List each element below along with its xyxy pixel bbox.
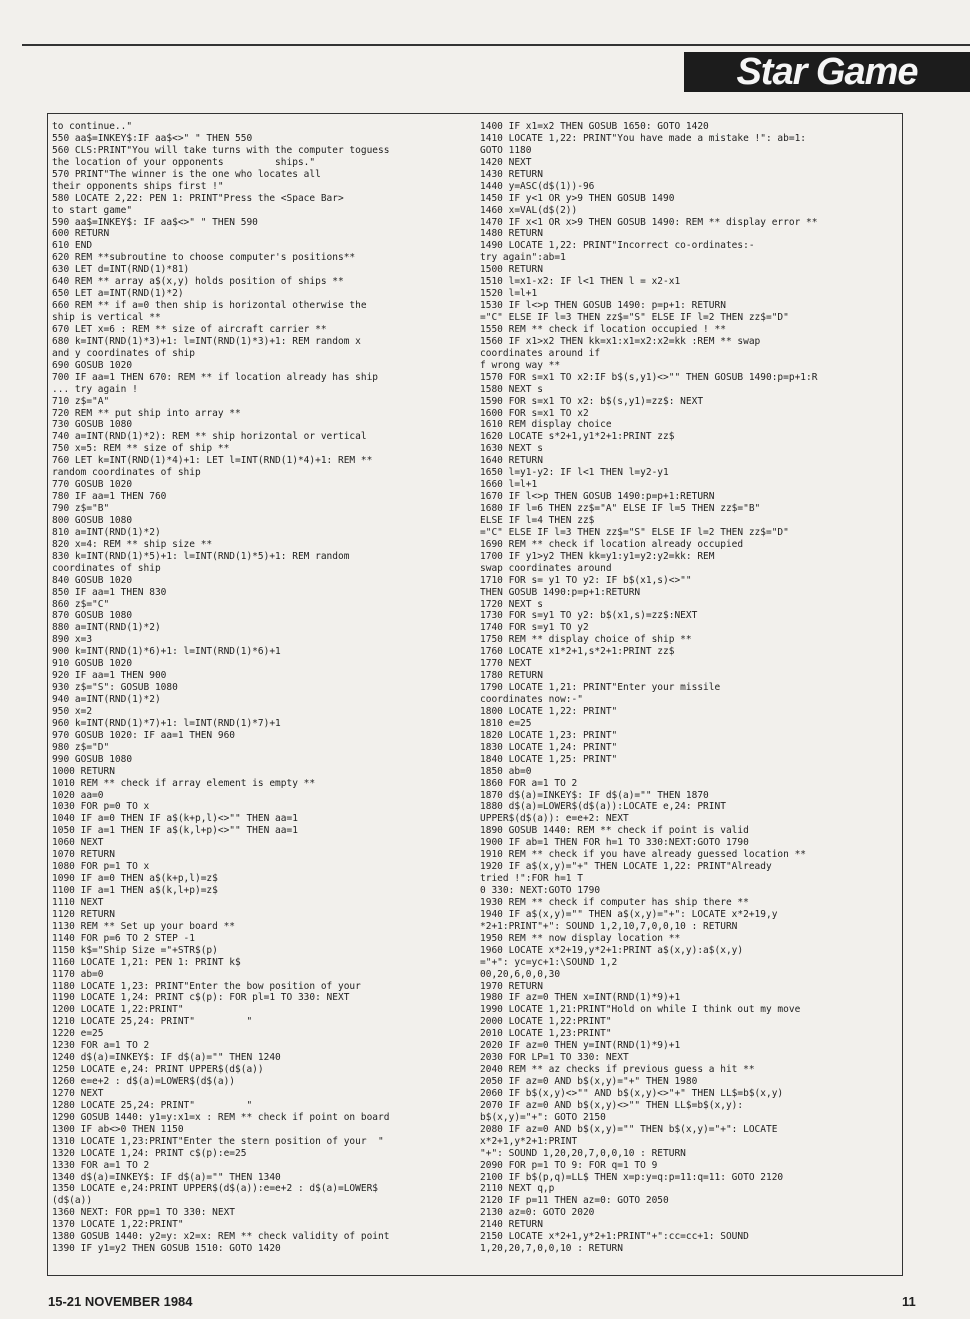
- code-line: 820 x=4: REM ** ship size **: [52, 538, 213, 550]
- code-line: ="C" ELSE IF l=3 THEN zz$="S" ELSE IF l=2 THEN zz$="D": [480, 312, 789, 323]
- code-line: 2120 IF p=11 THEN az=0: GOTO 2050: [480, 1195, 669, 1207]
- code-line: "+": SOUND 1,20,20,7,0,0,10 : RETURN: [480, 1147, 686, 1159]
- code-line: 1130 REM ** Set up your board **: [52, 920, 236, 932]
- code-line: random coordinates of ship: [52, 467, 201, 479]
- code-line: 1090 IF a=0 THEN a$(k+p,l)=z$: [52, 873, 218, 885]
- code-line: 1470 IF x<1 OR x>9 THEN GOSUB 1490: REM ** display error **: [480, 216, 818, 228]
- code-line: 1200 LOCATE 1,22:PRINT": [52, 1004, 184, 1016]
- code-line: 1320 LOCATE 1,24: PRINT c$(p):e=25: [52, 1147, 247, 1159]
- code-line: 750 x=5: REM ** size of ship **: [52, 443, 230, 455]
- code-line: 1420 NEXT: [480, 156, 532, 168]
- code-line: swap coordinates around: [480, 562, 612, 574]
- code-line: 880 a=INT(RND(1)*2): [52, 622, 161, 634]
- code-line: 1810 e=25: [480, 717, 532, 729]
- code-line: 2020 IF az=0 THEN y=INT(RND(1)*9)+1: [480, 1040, 681, 1052]
- code-line: 1880 d$(a)=LOWER$(d$(a)):LOCATE e,24: PRINT: [480, 801, 726, 813]
- code-line: 1120 RETURN: [52, 908, 115, 920]
- code-line: 1520 l=l+1: [480, 288, 538, 300]
- code-line: to start game": [52, 204, 133, 216]
- code-line: 1380 GOSUB 1440: y2=y: x2=x: REM ** check validity of point: [52, 1231, 390, 1243]
- code-line: 770 GOSUB 1020: [52, 479, 133, 491]
- code-line: and y coordinates of ship: [52, 347, 195, 359]
- code-line: 800 GOSUB 1080: [52, 514, 133, 526]
- code-line: 1390 IF y1=y2 THEN GOSUB 1510: GOTO 1420: [52, 1243, 281, 1255]
- code-line: 700 IF aa=1 THEN 670: REM ** if location already has ship: [52, 371, 379, 383]
- code-line: 1940 IF a$(x,y)="" THEN a$(x,y)="+": LOCATE x*2+19,y: [480, 908, 778, 920]
- code-line: 600 RETURN: [52, 228, 110, 240]
- code-line: 980 z$="D": [52, 741, 110, 753]
- listing-column-right: [480, 121, 902, 1255]
- code-line: 1740 FOR s=y1 TO y2: [480, 622, 589, 634]
- section-banner: Star Game: [684, 52, 970, 92]
- code-line: 1000 RETURN: [52, 765, 115, 777]
- code-line: 1020 aa=0: [52, 789, 104, 801]
- code-line: 1570 FOR s=x1 TO x2:IF b$(s,y1)<>"" THEN GOSUB 1490:p=p+1:R: [480, 371, 818, 383]
- code-line: 570 PRINT"The winner is the one who locates all: [52, 168, 321, 180]
- code-line: 2050 IF az=0 AND b$(x,y)="+" THEN 1980: [480, 1076, 698, 1087]
- code-line: 1080 FOR p=1 TO x: [52, 861, 150, 873]
- code-line: 2000 LOCATE 1,22:PRINT": [480, 1016, 612, 1028]
- code-line: 1850 ab=0: [480, 765, 532, 777]
- code-line: 1370 LOCATE 1,22:PRINT": [52, 1219, 184, 1231]
- code-line: 2140 RETURN: [480, 1219, 543, 1231]
- code-line: 990 GOSUB 1080: [52, 753, 133, 765]
- code-line: THEN GOSUB 1490:p=p+1:RETURN: [480, 586, 641, 598]
- code-line: 940 a=INT(RND(1)*2): [52, 694, 161, 705]
- code-line: 1450 IF y<1 OR y>9 THEN GOSUB 1490: [480, 192, 675, 204]
- code-line: *2+1:PRINT"+": SOUND 1,2,10,7,0,0,10 : RETURN: [480, 920, 738, 932]
- code-line: 00,20,6,0,0,30: [480, 968, 561, 980]
- code-line: 1310 LOCATE 1,23:PRINT"Enter the stern position of your ": [52, 1135, 384, 1147]
- code-line: 1230 FOR a=1 TO 2: [52, 1040, 150, 1052]
- code-line: 2150 LOCATE x*2+1,y*2+1:PRINT"+":cc=cc+1: SOUND: [480, 1231, 749, 1243]
- code-line: 1960 LOCATE x*2+19,y*2+1:PRINT a$(x,y):a$(x,y): [480, 944, 744, 956]
- code-line: 1490 LOCATE 1,22: PRINT"Incorrect co-ordinates:-: [480, 240, 755, 252]
- code-line: 1300 IF ab<>0 THEN 1150: [52, 1123, 184, 1135]
- code-line: 1430 RETURN: [480, 168, 543, 180]
- code-line: 1860 FOR a=1 TO 2: [480, 777, 578, 789]
- code-line: 900 k=INT(RND(1)*6)+1: l=INT(RND(1)*6)+1: [52, 646, 281, 658]
- code-line: 1030 FOR p=0 TO x: [52, 801, 150, 813]
- code-line: to continue..": [52, 121, 133, 132]
- code-line: tried !":FOR h=1 T: [480, 873, 583, 885]
- code-line: 1330 FOR a=1 TO 2: [52, 1159, 150, 1171]
- code-line: 1650 l=y1-y2: IF l<1 THEN l=y2-y1: [480, 467, 669, 479]
- code-line: 2010 LOCATE 1,23:PRINT": [480, 1028, 612, 1040]
- code-line: 1,20,20,7,0,0,10 : RETURN: [480, 1243, 623, 1255]
- code-line: 1720 NEXT s: [480, 598, 543, 610]
- code-line: 2130 az=0: GOTO 2020: [480, 1207, 595, 1219]
- code-line: 1070 RETURN: [52, 849, 115, 861]
- code-line: 620 REM **subroutine to choose computer's positions**: [52, 252, 356, 264]
- code-line: 1990 LOCATE 1,21:PRINT"Hold on while I think out my move: [480, 1004, 801, 1016]
- code-line: ="C" ELSE IF l=3 THEN zz$="S" ELSE IF l=2 THEN zz$="D": [480, 526, 789, 538]
- code-line: GOTO 1180: [480, 144, 532, 156]
- code-line: 720 REM ** put ship into array **: [52, 407, 241, 419]
- code-line: 870 GOSUB 1080: [52, 610, 133, 622]
- code-line: 860 z$="C": [52, 598, 110, 610]
- code-line: 1150 k$="Ship Size ="+STR$(p): [52, 944, 218, 956]
- code-line: 1700 IF y1>y2 THEN kk=y1:y1=y2:y2=kk: REM: [480, 550, 715, 562]
- code-line: 1050 IF a=1 THEN IF a$(k,l+p)<>"" THEN aa=1: [52, 825, 298, 837]
- code-line: 1400 IF x1=x2 THEN GOSUB 1650: GOTO 1420: [480, 121, 709, 132]
- code-line: 1190 LOCATE 1,24: PRINT c$(p): FOR pl=1 TO 330: NEXT: [52, 992, 350, 1004]
- code-line: 640 REM ** array a$(x,y) holds position of ships **: [52, 276, 344, 288]
- code-line: 1250 LOCATE e,24: PRINT UPPER$(d$(a)): [52, 1064, 264, 1076]
- code-line: 1010 REM ** check if array element is empty **: [52, 777, 316, 789]
- code-line: 1750 REM ** display choice of ship **: [480, 634, 692, 646]
- code-line: 1950 REM ** now display location **: [480, 932, 681, 944]
- code-line: 580 LOCATE 2,22: PEN 1: PRINT"Press the <Space Bar>: [52, 192, 344, 204]
- code-line: 790 z$="B": [52, 503, 110, 514]
- code-line: 830 k=INT(RND(1)*5)+1: l=INT(RND(1)*5)+1: REM random: [52, 550, 350, 562]
- code-line: 1580 NEXT s: [480, 383, 543, 395]
- code-line: 1820 LOCATE 1,23: PRINT": [480, 729, 618, 741]
- code-line: 840 GOSUB 1020: [52, 574, 133, 586]
- code-line: 1840 LOCATE 1,25: PRINT": [480, 753, 618, 765]
- code-line: 1770 NEXT: [480, 658, 532, 670]
- code-line: ="+": yc=yc+1:\SOUND 1,2: [480, 956, 618, 968]
- code-line: 650 LET a=INT(RND(1)*2): [52, 288, 184, 300]
- code-line: 970 GOSUB 1020: IF aa=1 THEN 960: [52, 729, 236, 741]
- code-line: coordinates of ship: [52, 562, 161, 574]
- code-line: 1040 IF a=0 THEN IF a$(k+p,l)<>"" THEN aa=1: [52, 813, 298, 825]
- code-line: 1410 LOCATE 1,22: PRINT"You have made a mistake !": ab=1:: [480, 132, 807, 144]
- code-line: 930 z$="S": GOSUB 1080: [52, 682, 178, 694]
- page-number: 11: [902, 1294, 916, 1309]
- code-line: f wrong way **: [480, 359, 561, 371]
- code-line: 1800 LOCATE 1,22: PRINT": [480, 705, 618, 717]
- code-line: 1060 NEXT: [52, 837, 104, 849]
- code-line: 1550 REM ** check if location occupied ! **: [480, 323, 726, 335]
- code-line: 1910 REM ** check if you have already guessed location **: [480, 849, 807, 861]
- code-line: 1170 ab=0: [52, 968, 104, 980]
- code-line: 1280 LOCATE 25,24: PRINT" ": [52, 1099, 253, 1111]
- code-line: 2040 REM ** az checks if previous guess a hit **: [480, 1064, 755, 1076]
- code-line: ... try again !: [52, 383, 138, 395]
- code-line: 690 GOSUB 1020: [52, 359, 133, 371]
- code-line: 1290 GOSUB 1440: y1=y:x1=x : REM ** check if point on board: [52, 1111, 390, 1123]
- code-line: ship is vertical **: [52, 312, 161, 323]
- code-line: 560 CLS:PRINT"You will take turns with the computer toguess: [52, 144, 390, 156]
- code-line: 1980 IF az=0 THEN x=INT(RND(1)*9)+1: [480, 992, 681, 1004]
- code-line: 1180 LOCATE 1,23: PRINT"Enter the bow position of your: [52, 980, 361, 992]
- code-line: 1710 FOR s= y1 TO y2: IF b$(x1,s)<>"": [480, 574, 692, 586]
- code-line: 1500 RETURN: [480, 264, 543, 276]
- code-line: 1660 l=l+1: [480, 479, 538, 491]
- code-line: b$(x,y)="+": GOTO 2150: [480, 1111, 606, 1123]
- code-line: 610 END: [52, 240, 93, 252]
- code-line: 1140 FOR p=6 TO 2 STEP -1: [52, 932, 195, 944]
- listing-column-left: [52, 121, 477, 1255]
- code-line: 660 REM ** if a=0 then ship is horizontal otherwise the: [52, 300, 367, 312]
- code-line: 1460 x=VAL(d$(2)): [480, 204, 578, 216]
- code-line: 1160 LOCATE 1,21: PEN 1: PRINT k$: [52, 956, 241, 968]
- code-line: 1870 d$(a)=INKEY$: IF d$(a)="" THEN 1870: [480, 789, 709, 801]
- code-line: 2110 NEXT q,p: [480, 1183, 555, 1195]
- code-line: 590 aa$=INKEY$: IF aa$<>" " THEN 590: [52, 216, 258, 228]
- issue-date: 15-21 NOVEMBER 1984: [48, 1294, 193, 1309]
- code-line: 1340 d$(a)=INKEY$: IF d$(a)="" THEN 1340: [52, 1171, 281, 1183]
- code-line: 670 LET x=6 : REM ** size of aircraft carrier **: [52, 323, 327, 335]
- code-line: 1600 FOR s=x1 TO x2: [480, 407, 589, 419]
- code-line: 890 x=3: [52, 634, 93, 646]
- code-line: 1100 IF a=1 THEN a$(k,l+p)=z$: [52, 885, 218, 896]
- code-line: 780 IF aa=1 THEN 760: [52, 491, 167, 503]
- code-line: their opponents ships first !": [52, 180, 224, 192]
- code-line: x*2+1,y*2+1:PRINT: [480, 1135, 578, 1147]
- code-line: 1510 l=x1-x2: IF l<1 THEN l = x2-x1: [480, 276, 681, 288]
- code-line: 1680 IF l=6 THEN zz$="A" ELSE IF l=5 THEN zz$="B": [480, 503, 761, 514]
- code-line: 1640 RETURN: [480, 455, 543, 467]
- code-line: 1220 e=25: [52, 1028, 104, 1040]
- code-line: 910 GOSUB 1020: [52, 658, 133, 670]
- code-line: UPPER$(d$(a)): e=e+2: NEXT: [480, 813, 629, 825]
- code-line: 810 a=INT(RND(1)*2): [52, 526, 161, 538]
- code-line: 1930 REM ** check if computer has ship there **: [480, 896, 749, 908]
- code-line: 1480 RETURN: [480, 228, 543, 240]
- code-line: 1630 NEXT s: [480, 443, 543, 455]
- code-line: 680 k=INT(RND(1)*3)+1: l=INT(RND(1)*3)+1: REM random x: [52, 335, 361, 347]
- code-line: 960 k=INT(RND(1)*7)+1: l=INT(RND(1)*7)+1: [52, 717, 281, 729]
- code-line: coordinates around if: [480, 347, 601, 359]
- code-line: 1590 FOR s=x1 TO x2: b$(s,y1)=zz$: NEXT: [480, 395, 704, 407]
- code-line: 710 z$="A": [52, 395, 110, 407]
- code-line: 730 GOSUB 1080: [52, 419, 133, 431]
- code-line: 1210 LOCATE 25,24: PRINT" ": [52, 1016, 253, 1028]
- code-line: 1730 FOR s=y1 TO y2: b$(x1,s)=zz$:NEXT: [480, 610, 698, 622]
- code-line: 1270 NEXT: [52, 1087, 104, 1099]
- code-line: 1760 LOCATE x1*2+1,s*2+1:PRINT zz$: [480, 646, 675, 658]
- code-line: 2080 IF az=0 AND b$(x,y)="" THEN b$(x,y)="+": LOCATE: [480, 1123, 778, 1135]
- code-line: 1560 IF x1>x2 THEN kk=x1:x1=x2:x2=kk :REM ** swap: [480, 335, 761, 347]
- code-line: 1530 IF l<>p THEN GOSUB 1490: p=p+1: RETURN: [480, 300, 726, 312]
- code-line: the location of your opponents ships.": [52, 156, 316, 168]
- code-line: 950 x=2: [52, 705, 93, 717]
- code-line: try again":ab=1: [480, 252, 566, 264]
- code-line: 760 LET k=INT(RND(1)*4)+1: LET l=INT(RND(1)*4)+1: REM **: [52, 455, 373, 467]
- code-line: 1890 GOSUB 1440: REM ** check if point is valid: [480, 825, 749, 837]
- code-line: 1690 REM ** check if location already occupied: [480, 538, 744, 550]
- code-line: 1620 LOCATE s*2+1,y1*2+1:PRINT zz$: [480, 431, 675, 443]
- code-line: 2100 IF b$(p,q)=LL$ THEN x=p:y=q:p=11:q=11: GOTO 2120: [480, 1171, 784, 1183]
- code-line: 740 a=INT(RND(1)*2): REM ** ship horizontal or vertical: [52, 431, 367, 443]
- code-line: 2070 IF az=0 AND b$(x,y)<>"" THEN LL$=b$(x,y):: [480, 1099, 744, 1111]
- code-line: 1260 e=e+2 : d$(a)=LOWER$(d$(a)): [52, 1076, 236, 1087]
- code-line: 550 aa$=INKEY$:IF aa$<>" " THEN 550: [52, 132, 253, 144]
- code-line: 1110 NEXT: [52, 896, 104, 908]
- code-line: 1900 IF ab=1 THEN FOR h=1 TO 330:NEXT:GOTO 1790: [480, 837, 749, 849]
- code-line: (d$(a)): [52, 1195, 93, 1207]
- code-line: 2030 FOR LP=1 TO 330: NEXT: [480, 1052, 629, 1064]
- code-line: 1830 LOCATE 1,24: PRINT": [480, 741, 618, 753]
- code-line: 630 LET d=INT(RND(1)*81): [52, 264, 190, 276]
- code-line: 1350 LOCATE e,24:PRINT UPPER$(d$(a)):e=e+2 : d$(a)=LOWER$: [52, 1183, 379, 1195]
- code-line: 1440 y=ASC(d$(1))-96: [480, 180, 595, 192]
- code-line: 1970 RETURN: [480, 980, 543, 992]
- top-rule: [22, 44, 970, 46]
- code-line: 920 IF aa=1 THEN 900: [52, 670, 167, 682]
- code-line: 1610 REM display choice: [480, 419, 612, 431]
- code-line: 1920 IF a$(x,y)="+" THEN LOCATE 1,22: PRINT"Already: [480, 861, 772, 873]
- code-line: 0 330: NEXT:GOTO 1790: [480, 885, 601, 896]
- code-line: 1240 d$(a)=INKEY$: IF d$(a)="" THEN 1240: [52, 1052, 281, 1064]
- code-line: 2090 FOR p=1 TO 9: FOR q=1 TO 9: [480, 1159, 658, 1171]
- code-line: 1670 IF l<>p THEN GOSUB 1490:p=p+1:RETURN: [480, 491, 715, 503]
- code-line: 1790 LOCATE 1,21: PRINT"Enter your missile: [480, 682, 721, 694]
- code-line: ELSE IF l=4 THEN zz$: [480, 514, 595, 526]
- code-line: 1360 NEXT: FOR pp=1 TO 330: NEXT: [52, 1207, 236, 1219]
- code-line: 850 IF aa=1 THEN 830: [52, 586, 167, 598]
- code-line: 1780 RETURN: [480, 670, 543, 682]
- code-line: 2060 IF b$(x,y)<>"" AND b$(x,y)<>"+" THEN LL$=b$(x,y): [480, 1087, 784, 1099]
- code-line: coordinates now:-": [480, 694, 583, 705]
